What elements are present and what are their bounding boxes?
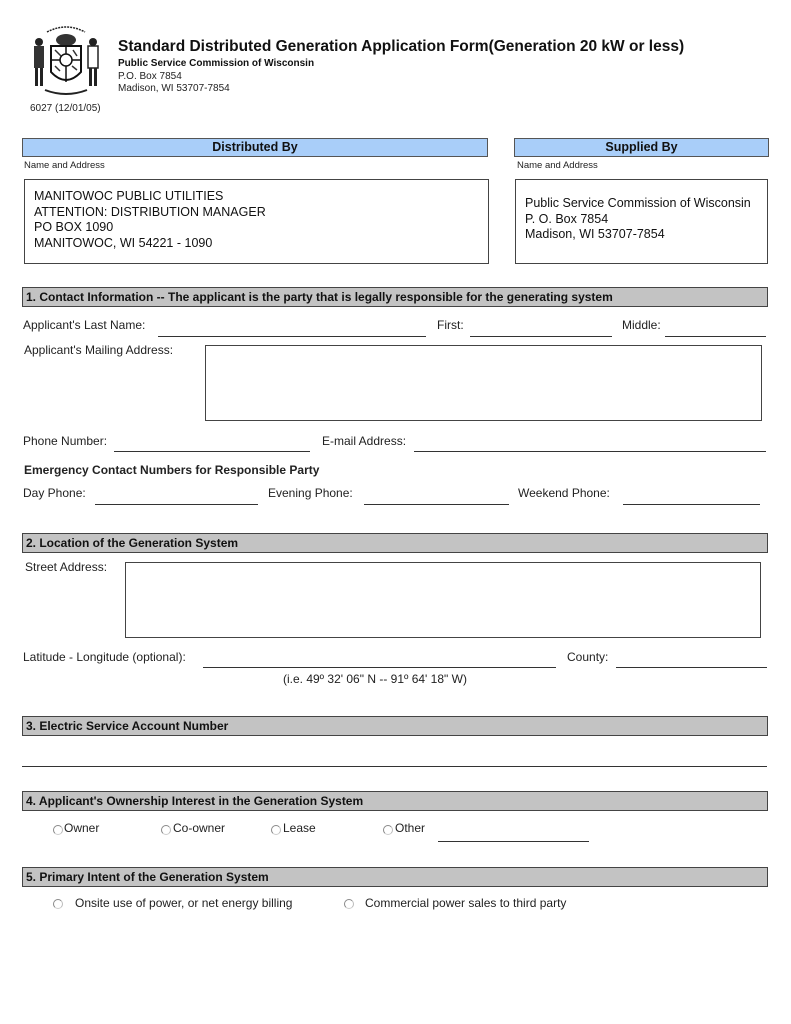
email-field[interactable] xyxy=(414,451,766,452)
organization-address-line1: P.O. Box 7854 xyxy=(118,71,182,82)
emergency-contact-heading: Emergency Contact Numbers for Responsible Party xyxy=(24,463,320,477)
phone-number-field[interactable] xyxy=(114,451,310,452)
county-field[interactable] xyxy=(616,667,767,668)
form-number: 6027 (12/01/05) xyxy=(30,103,101,114)
intent-commercial-label[interactable]: Commercial power sales to third party xyxy=(365,896,567,910)
evening-phone-field[interactable] xyxy=(364,504,509,505)
distributed-by-line: PO BOX 1090 xyxy=(34,220,114,234)
distributed-by-line: MANITOWOC, WI 54221 - 1090 xyxy=(34,235,213,250)
latitude-longitude-field[interactable] xyxy=(203,667,556,668)
intent-onsite-label[interactable]: Onsite use of power, or net energy billing xyxy=(75,896,293,910)
page-title: Standard Distributed Generation Application Form(Generation 20 kW or less) xyxy=(118,38,685,55)
ownership-other-field[interactable] xyxy=(438,841,589,842)
ownership-other-radio[interactable] xyxy=(383,825,393,835)
street-address-label: Street Address: xyxy=(25,560,108,574)
distributed-by-address-box xyxy=(24,179,489,264)
supplied-by-sublabel: Name and Address xyxy=(517,160,598,171)
last-name-field[interactable] xyxy=(158,336,426,337)
latitude-longitude-label: Latitude - Longitude (optional): xyxy=(23,650,186,664)
ownership-co-owner-label[interactable]: Co-owner xyxy=(173,821,226,835)
distributed-by-header: Distributed By xyxy=(22,138,488,157)
ownership-other-label[interactable]: Other xyxy=(395,821,426,835)
evening-phone-label: Evening Phone: xyxy=(268,486,353,500)
mailing-address-label: Applicant's Mailing Address: xyxy=(24,343,174,357)
weekend-phone-field[interactable] xyxy=(623,504,760,505)
intent-commercial-radio[interactable] xyxy=(344,899,354,909)
day-phone-label: Day Phone: xyxy=(23,486,86,500)
account-number-field[interactable] xyxy=(22,766,767,767)
distributed-by-sublabel: Name and Address xyxy=(24,160,105,171)
supplied-by-line: Public Service Commission of Wisconsin xyxy=(525,196,751,210)
distributed-by-line: ATTENTION: DISTRIBUTION MANAGER xyxy=(34,204,266,219)
ownership-owner-radio[interactable] xyxy=(53,825,63,835)
ownership-owner-label[interactable]: Owner xyxy=(64,821,100,835)
latitude-longitude-hint: (i.e. 49º 32' 06" N -- 91º 64' 18" W) xyxy=(283,672,467,686)
organization-address-line2: Madison, WI 53707-7854 xyxy=(118,83,230,94)
section5-header: 5. Primary Intent of the Generation System xyxy=(22,867,768,887)
section3-header: 3. Electric Service Account Number xyxy=(22,716,768,736)
middle-name-label: Middle: xyxy=(622,318,661,332)
street-address-field[interactable] xyxy=(125,562,761,638)
mailing-address-field[interactable] xyxy=(205,345,762,421)
intent-onsite-radio[interactable] xyxy=(53,899,63,909)
first-name-label: First: xyxy=(437,318,464,332)
distributed-by-line: MANITOWOC PUBLIC UTILITIES xyxy=(34,189,224,203)
last-name-label: Applicant's Last Name: xyxy=(23,318,146,332)
supplied-by-line: Madison, WI 53707-7854 xyxy=(525,227,665,241)
section2-header: 2. Location of the Generation System xyxy=(22,533,768,553)
weekend-phone-label: Weekend Phone: xyxy=(518,486,610,500)
ownership-co-owner-radio[interactable] xyxy=(161,825,171,835)
ownership-lease-label[interactable]: Lease xyxy=(283,821,316,835)
supplied-by-address-box xyxy=(515,179,768,264)
organization-name: Public Service Commission of Wisconsin xyxy=(118,58,315,69)
supplied-by-header: Supplied By xyxy=(514,138,769,157)
middle-name-field[interactable] xyxy=(665,336,766,337)
phone-number-label: Phone Number: xyxy=(23,434,108,448)
email-label: E-mail Address: xyxy=(322,434,407,448)
section1-header: 1. Contact Information -- The applicant is the party that is legally responsible for the generating system xyxy=(22,287,768,307)
supplied-by-line: P. O. Box 7854 xyxy=(525,211,609,226)
first-name-field[interactable] xyxy=(470,336,612,337)
county-label: County: xyxy=(567,650,609,664)
section4-header: 4. Applicant's Ownership Interest in the Generation System xyxy=(22,791,768,811)
day-phone-field[interactable] xyxy=(95,504,258,505)
ownership-lease-radio[interactable] xyxy=(271,825,281,835)
state-seal-icon xyxy=(27,22,105,102)
